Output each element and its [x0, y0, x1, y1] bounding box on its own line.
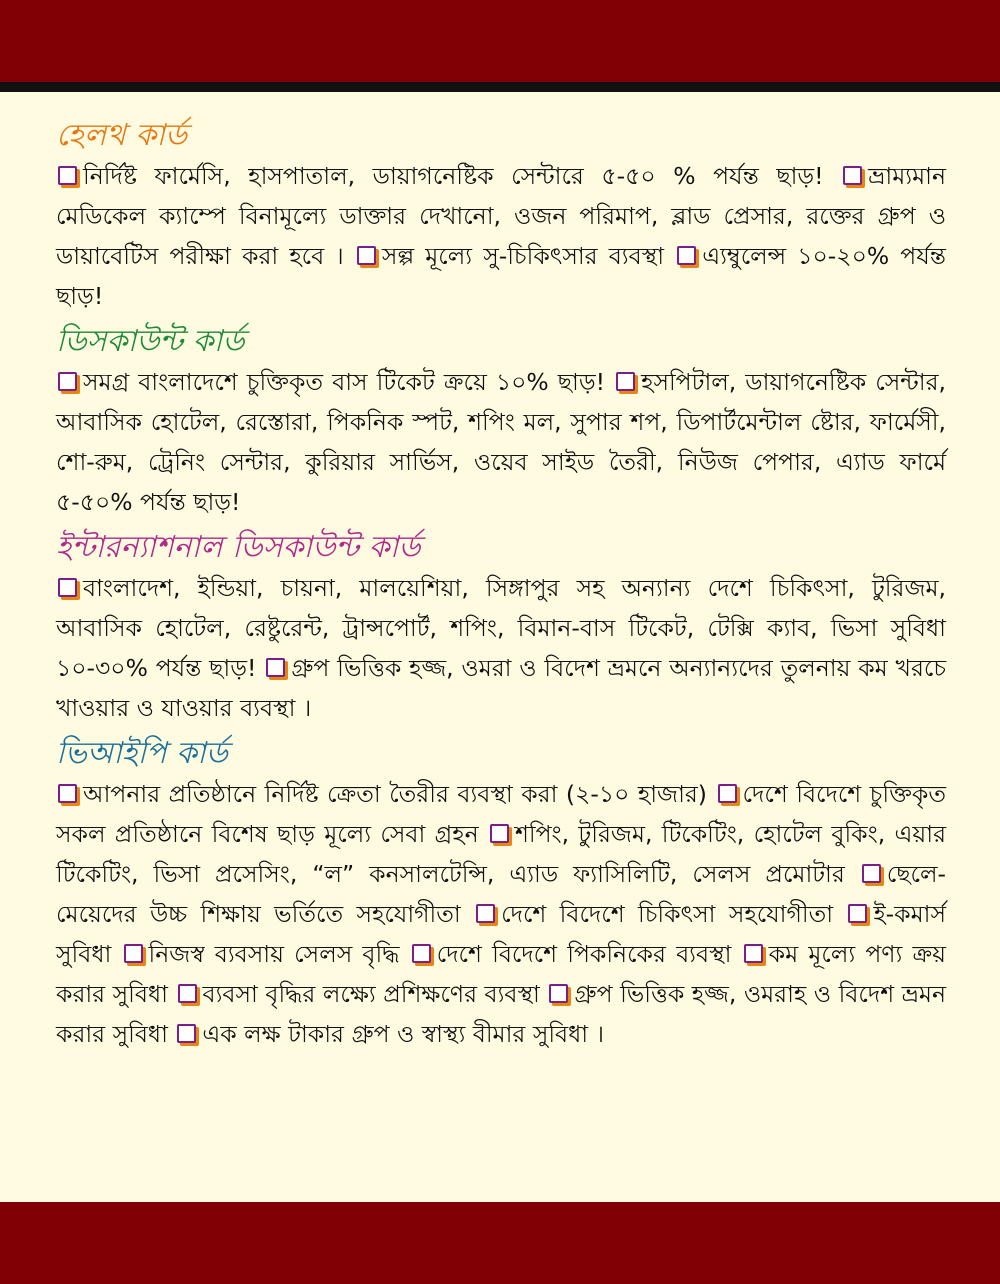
section-body — [56, 362, 946, 522]
list-item — [56, 162, 824, 190]
section-body — [56, 774, 946, 1054]
checkbox-bullet-icon — [124, 944, 143, 963]
item-text: দেশে বিদেশে চিকিৎসা সহযোগীতা — [501, 900, 834, 928]
checkbox-bullet-icon — [677, 246, 696, 265]
top-divider — [0, 82, 1000, 92]
top-band — [0, 0, 1000, 82]
list-item — [474, 900, 833, 928]
item-text: হসপিটাল, ডায়াগনেষ্টিক সেন্টার, আবাসিক হোটেল, রেস্তোরা, পিকনিক স্পট, শপিং মল, সুপার শপ, ডিপার্টমেন্টাল ষ্টোর, ফার্মেসী, শো-রুম, ট্রেনিং সেন্টার, কুরিয়ার সার্ভিস, ওয়েব সাইড তৈরী, নিউজ পেপার, এ্যাড ফার্মে ৫-৫০% পর্যন্ত ছাড়! — [56, 368, 946, 516]
item-text: ব্যবসা বৃদ্ধির লক্ষ্যে প্রশিক্ষণের ব্যবস্থা — [202, 980, 540, 1008]
section-heading: ইন্টারন্যাশনাল ডিসকাউন্ট কার্ড — [56, 530, 421, 565]
bottom-band — [0, 1202, 1000, 1284]
item-text: সমগ্র বাংলাদেশে চুক্তিকৃত বাস টিকেট ক্রয়ে ১০% ছাড়! — [83, 368, 606, 396]
health-card-section — [56, 116, 946, 316]
discount-card-section — [56, 322, 946, 522]
checkbox-bullet-icon — [476, 904, 495, 923]
item-text: আপনার প্রতিষ্ঠানে নির্দিষ্ট ক্রেতা তৈরীর ব্যবস্থা করা (২-১০ হাজার) — [83, 780, 707, 808]
item-text: বাংলাদেশ, ইন্ডিয়া, চায়না, মালয়েশিয়া, সিঙ্গাপুর সহ অন্যান্য দেশে চিকিৎসা, টুরিজম, আবাসিক হোটেল, রেষ্টুরেন্ট, ট্রান্সপোর্ট, শপিং, বিমান-বাস টিকেট, টেক্সি ক্যাব, ভিসা সুবিধা ১০-৩০% পর্যন্ত ছাড়! — [56, 574, 946, 682]
checkbox-bullet-icon — [58, 578, 77, 597]
checkbox-bullet-icon — [616, 372, 635, 391]
section-body — [56, 568, 946, 728]
checkbox-bullet-icon — [549, 984, 568, 1003]
international-discount-card-section — [56, 528, 946, 728]
item-text: দেশে বিদেশে পিকনিকের ব্যবস্থা — [436, 940, 732, 968]
vip-card-section — [56, 734, 946, 1054]
checkbox-bullet-icon — [357, 246, 376, 265]
section-heading: ভিআইপি কার্ড — [56, 736, 228, 771]
section-heading: হেলথ কার্ড — [56, 118, 188, 153]
section-heading: ডিসকাউন্ট কার্ড — [56, 324, 245, 359]
item-text: ভ্রাম্যমান মেডিকেল ক্যাম্পে বিনামূল্যে ডাক্তার দেখানো, ওজন পরিমাপ, ব্লাড প্রেসার, রক্তের গ্রুপ ও ডায়াবেটিস পরীক্ষা করা হবে । — [56, 162, 946, 270]
item-text: এক লক্ষ টাকার গ্রুপ ও স্বাস্থ্য বীমার সুবিধা । — [202, 1020, 604, 1048]
list-item — [122, 940, 400, 968]
list-item — [56, 780, 707, 808]
checkbox-bullet-icon — [58, 784, 77, 803]
list-item — [56, 368, 605, 396]
checkbox-bullet-icon — [58, 166, 77, 185]
checkbox-bullet-icon — [412, 944, 431, 963]
list-item — [355, 242, 664, 270]
checkbox-bullet-icon — [490, 824, 509, 843]
item-text: নিজস্ব ব্যবসায় সেলস বৃদ্ধি — [148, 940, 400, 968]
item-text: সল্প মূল্যে সু-চিকিৎসার ব্যবস্থা — [381, 242, 665, 270]
item-text: গ্রুপ ভিত্তিক হজ্জ, ওমরা ও বিদেশ ভ্রমনে অন্যান্যদের তুলনায় কম খরচে খাওয়ার ও যাওয়ার ব্যবস্থা । — [56, 654, 946, 722]
checkbox-bullet-icon — [744, 944, 763, 963]
checkbox-bullet-icon — [848, 904, 867, 923]
checkbox-bullet-icon — [178, 984, 197, 1003]
checkbox-bullet-icon — [58, 372, 77, 391]
list-item — [176, 980, 540, 1008]
checkbox-bullet-icon — [843, 166, 862, 185]
checkbox-bullet-icon — [177, 1024, 196, 1043]
section-body — [56, 156, 946, 316]
item-text: এ্যম্বুলেন্স ১০-২০% পর্যন্ত ছাড়! — [56, 242, 946, 310]
checkbox-bullet-icon — [718, 784, 737, 803]
checkbox-bullet-icon — [266, 658, 285, 677]
item-text: কম মূল্যে পণ্য ক্রয় করার সুবিধা — [56, 940, 946, 1008]
content — [56, 116, 946, 1060]
item-text: ই-কমার্স সুবিধা — [56, 900, 946, 968]
list-item — [410, 940, 732, 968]
item-text: ছেলে-মেয়েদের উচ্চ শিক্ষায় ভর্তিতে সহযোগীতা — [56, 860, 946, 928]
list-item — [175, 1020, 604, 1048]
checkbox-bullet-icon — [862, 864, 881, 883]
item-text: গ্রুপ ভিত্তিক হজ্জ, ওমরাহ ও বিদেশ ভ্রমন করার সুবিধা — [56, 980, 946, 1048]
item-text: দেশে বিদেশে চুক্তিকৃত সকল প্রতিষ্ঠানে বিশেষ ছাড় মূল্যে সেবা গ্রহন — [56, 780, 946, 848]
item-text: নির্দিষ্ট ফার্মেসি, হাসপাতাল, ডায়াগনেষ্টিক সেন্টারে ৫-৫০ % পর্যন্ত ছাড়! — [83, 162, 824, 190]
item-text: শপিং, টুরিজম, টিকেটিং, হোটেল বুকিং, এয়ার টিকেটিং, ভিসা প্রসেসিং, “ল” কনসালটেন্সি, এ্যাড ফ্যাসিলিটি, সেলস প্রমোটার — [56, 820, 946, 888]
